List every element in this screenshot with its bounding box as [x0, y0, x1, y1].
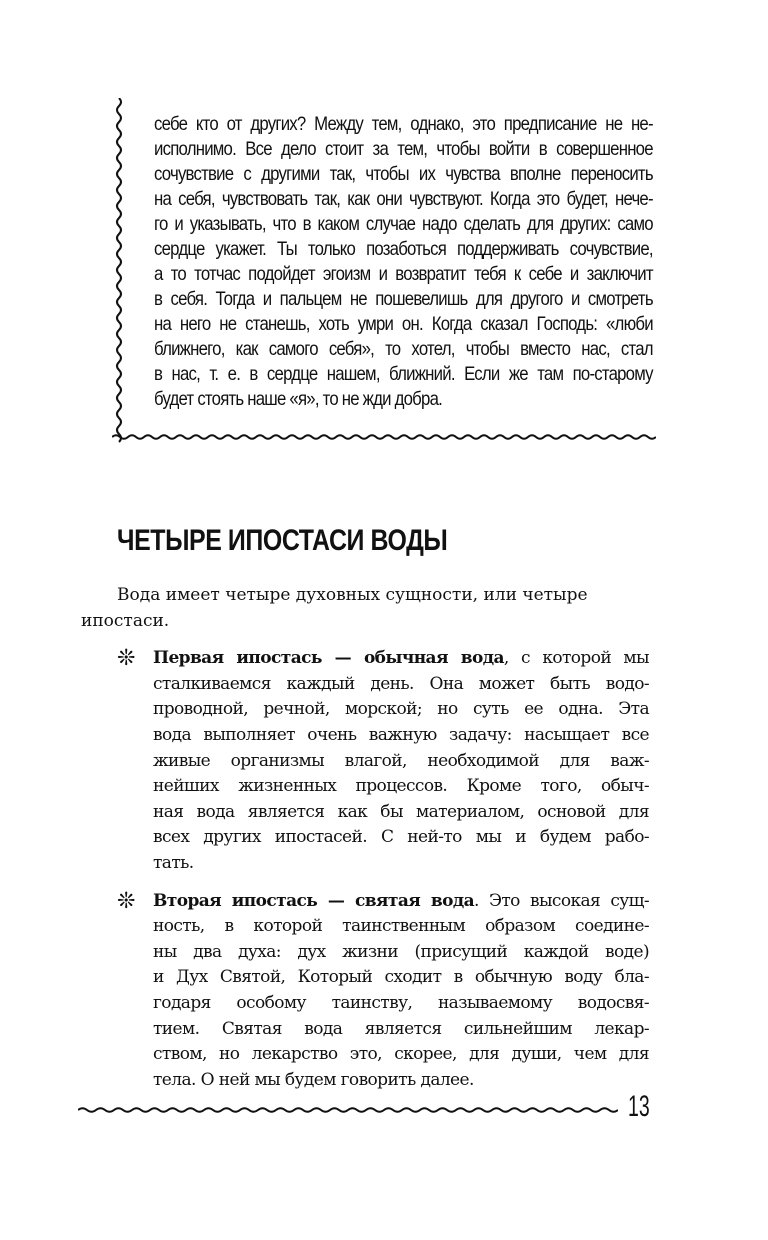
quote-line: ближнего, как самого себя», то хотел, чтобы вместо нас, стал [154, 338, 653, 360]
bullet-item [117, 889, 649, 1094]
bullet-title: Вторая ипостась — святая вода [153, 890, 474, 911]
body-text [81, 583, 649, 1093]
intro-line: Вода имеет четыре духовных сущности, или четыре [117, 585, 588, 605]
bullet-title: Первая ипостась — обычная вода [153, 648, 504, 669]
bullet-first-rest: . Это высокая сущ- [473, 890, 649, 911]
bullet-first-line [153, 646, 649, 672]
page-number: 13 [628, 1090, 650, 1123]
quote-text [154, 112, 653, 412]
bullet-line: проводной, речной, морской; но суть ее одна. Эта [153, 699, 649, 720]
bullet-first-rest: , с которой мы [503, 648, 649, 669]
quote-line: в себя. Тогда и пальцем не пошевелишь для другого и смотреть [154, 288, 653, 310]
intro-paragraph [81, 583, 649, 634]
bullet-line: и Дух Святой, Который сходит в обычную воду бла- [153, 967, 649, 988]
quote-line: себе кто от других? Между тем, однако, это предписание не не- [154, 113, 653, 135]
bullet-line: тела. О ней мы будем говорить далее. [153, 1069, 474, 1090]
quote-line: будет стоять наше «я», то не жди добра. [154, 388, 443, 410]
bullet-line: вода выполняет очень важную задачу: насыщает все [153, 724, 649, 745]
bullet-line: нейших жизненных процессов. Кроме того, обыч- [153, 776, 649, 797]
bullet-line: ная вода является как бы материалом, основой для [153, 801, 649, 822]
snowflake-bullet-icon: ❊ [117, 888, 136, 914]
quote-line: на себя, чувствовать так, как они чувствуют. Когда это будет, нече- [154, 188, 653, 210]
section-heading: ЧЕТЫРЕ ИПОСТАСИ ВОДЫ [117, 524, 448, 557]
bullet-line: живые организмы влагой, необходимой для важ- [153, 750, 649, 771]
bullet-line: сталкиваемся каждый день. Она может быть водо- [153, 673, 649, 694]
quote-line: в нас, т. е. в сердце нашем, ближний. Если же там по-старому [154, 363, 653, 385]
bullet-line: ны два духа: дух жизни (присущий каждой воде) [153, 941, 649, 962]
bullet-line: тать. [153, 852, 194, 873]
quote-line: а то тотчас подойдет эгоизм и возвратит тебя к себе и заключит [154, 263, 653, 285]
bullet-line: всех других ипостасей. С ней-то мы и будем рабо- [153, 827, 649, 848]
quote-line: сердце укажет. Ты только позаботься поддерживать сочувствие, [154, 238, 653, 260]
intro-line: ипостаси. [81, 610, 170, 631]
quote-line: го и указывать, что в каком случае надо сделать для других: само [154, 213, 653, 235]
quote-line: сочувствие с другими так, чтобы их чувства вполне переносить [154, 163, 653, 185]
bullet-line: ность, в которой таинственным образом соедине- [153, 916, 649, 937]
bullet-item [117, 646, 649, 876]
snowflake-bullet-icon: ❊ [117, 646, 136, 672]
quote-wave-border-left [112, 98, 126, 443]
bullet-line: годаря особому таинству, называемому водосвя- [153, 992, 649, 1013]
footer-wave-divider [78, 1104, 618, 1116]
quote-box [112, 98, 656, 443]
quote-wave-border-bottom [112, 431, 656, 443]
quote-line: исполнимо. Все дело стоит за тем, чтобы войти в совершенное [154, 138, 653, 160]
quote-line: на него не станешь, хоть умри он. Когда сказал Господь: «люби [154, 313, 653, 335]
bullet-line: ством, но лекарство это, скорее, для души, чем для [153, 1044, 649, 1065]
bullet-line: тием. Святая вода является сильнейшим лекар- [153, 1018, 649, 1039]
bullet-first-line [153, 889, 649, 915]
